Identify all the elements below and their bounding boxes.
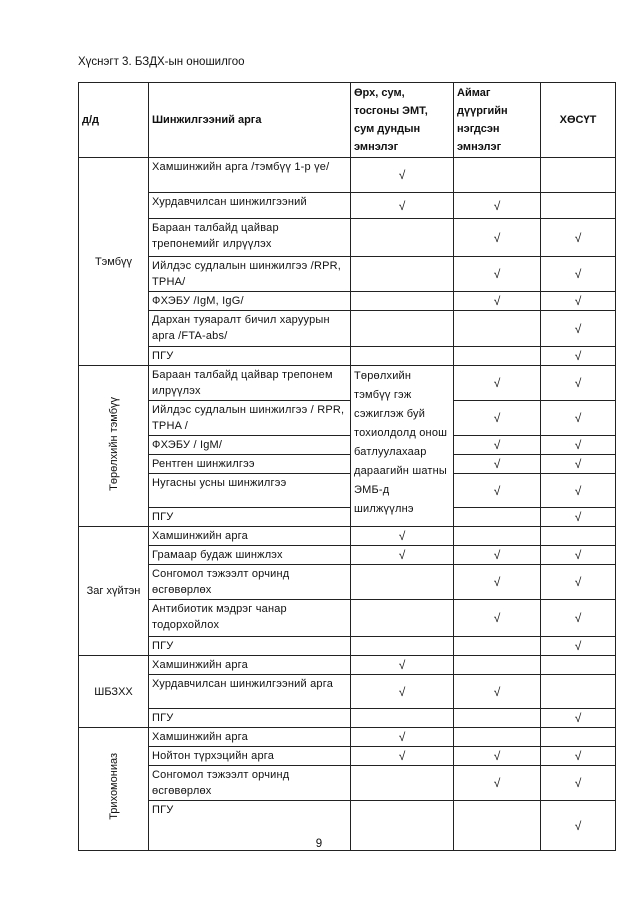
method-cell: Хурдавчилсан шинжилгээний <box>149 193 351 219</box>
check-mark: √ <box>351 675 454 709</box>
check-mark: √ <box>351 193 454 219</box>
method-cell: Сонгомол тэжээлт орчинд өсгөвөрлөх <box>149 766 351 801</box>
check-mark: √ <box>541 455 616 474</box>
check-mark: √ <box>541 709 616 728</box>
disease-syphilis: Тэмбүү <box>79 158 149 366</box>
method-cell: ФХЭБУ /IgM, IgG/ <box>149 292 351 311</box>
header-soum-level: Өрх, сум, тосгоны ЭМТ, сум дундын эмнэлэг <box>351 83 454 158</box>
disease-shbzhh: ШБЗХХ <box>79 656 149 728</box>
check-mark: √ <box>351 656 454 675</box>
disease-trichomoniasis <box>79 728 149 851</box>
check-mark: √ <box>454 193 541 219</box>
table-row <box>79 436 616 455</box>
method-cell: ФХЭБУ / IgM/ <box>149 436 351 455</box>
method-cell: Хамшинжийн арга <box>149 527 351 546</box>
check-mark: √ <box>454 747 541 766</box>
check-mark: √ <box>541 766 616 801</box>
check-mark: √ <box>454 675 541 709</box>
check-mark: √ <box>541 366 616 401</box>
check-mark: √ <box>454 455 541 474</box>
method-cell: ПГУ <box>149 508 351 527</box>
check-mark: √ <box>541 219 616 257</box>
check-mark: √ <box>541 436 616 455</box>
check-mark: √ <box>351 158 454 193</box>
table-row <box>79 455 616 474</box>
method-cell: Хамшинжийн арга /тэмбүү 1-р үе/ <box>149 158 351 193</box>
table-row <box>79 158 616 193</box>
table-row <box>79 675 616 709</box>
method-cell: Рентген шинжилгээ <box>149 455 351 474</box>
table-row <box>79 656 616 675</box>
check-mark: √ <box>541 546 616 565</box>
method-cell: Хамшинжийн арга <box>149 656 351 675</box>
disease-label: Трихомониаз <box>107 753 120 820</box>
check-mark: √ <box>351 546 454 565</box>
table-row <box>79 637 616 656</box>
table-row <box>79 508 616 527</box>
check-mark: √ <box>541 474 616 508</box>
method-cell: Сонгомол тэжээлт орчинд өсгөвөрлөх <box>149 565 351 600</box>
check-mark: √ <box>454 766 541 801</box>
page-number: 9 <box>315 838 323 850</box>
method-cell: Ийлдэс судлалын шинжилгээ /RPR, TPHA/ <box>149 257 351 292</box>
check-mark: √ <box>541 257 616 292</box>
check-mark: √ <box>454 474 541 508</box>
disease-congenital-syphilis <box>79 366 149 527</box>
check-mark: √ <box>541 565 616 600</box>
table-row <box>79 401 616 436</box>
table-row <box>79 565 616 600</box>
method-cell: Бараан талбайд цайвар трепонем илрүүлэх <box>149 366 351 401</box>
disease-gonorrhea: Заг хүйтэн <box>79 527 149 656</box>
table-row <box>79 257 616 292</box>
method-cell: Дархан туяаралт бичил харуурын арга /FTA-abs/ <box>149 311 351 347</box>
check-mark: √ <box>541 747 616 766</box>
check-mark: √ <box>454 366 541 401</box>
check-mark: √ <box>454 436 541 455</box>
table-row <box>79 366 616 401</box>
check-mark: √ <box>454 565 541 600</box>
table-row <box>79 747 616 766</box>
check-mark: √ <box>541 637 616 656</box>
table-caption: Хүснэгт 3. БЗДХ-ын оношилгоо <box>78 56 245 68</box>
method-cell: Нойтон түрхэцийн арга <box>149 747 351 766</box>
referral-note: Төрөлхийн тэмбүү гэж сэжиглэж буй тохиолдолд онош батлуулахаар дараагийн шатны ЭМБ-д шилжүүлнэ <box>351 366 454 527</box>
table-row <box>79 347 616 366</box>
table-row <box>79 219 616 257</box>
check-mark: √ <box>541 600 616 637</box>
check-mark: √ <box>541 508 616 527</box>
method-cell: Нугасны усны шинжилгээ <box>149 474 351 508</box>
check-mark: √ <box>351 728 454 747</box>
header-method: Шинжилгээний арга <box>149 83 351 158</box>
method-cell: Хурдавчилсан шинжилгээний арга <box>149 675 351 709</box>
check-mark: √ <box>351 747 454 766</box>
check-mark: √ <box>541 347 616 366</box>
table-row <box>79 766 616 801</box>
table-row <box>79 474 616 508</box>
disease-label: Төрөлхийн тэмбүү <box>107 396 120 491</box>
method-cell: ПГУ <box>149 637 351 656</box>
method-cell: Грамаар будаж шинжлэх <box>149 546 351 565</box>
table-row <box>79 709 616 728</box>
check-mark: √ <box>454 292 541 311</box>
method-cell: Бараан талбайд цайвар трепонемийг илрүүлэх <box>149 219 351 257</box>
table-row <box>79 546 616 565</box>
table-row <box>79 292 616 311</box>
header-national-center: ХӨСҮТ <box>541 83 616 158</box>
header-number: д/д <box>79 83 149 158</box>
check-mark: √ <box>541 401 616 436</box>
table-header-row <box>79 83 616 158</box>
check-mark: √ <box>454 219 541 257</box>
header-aimag-level: Аймаг дүүргийн нэгдсэн эмнэлэг <box>454 83 541 158</box>
table-row <box>79 311 616 347</box>
method-cell: ПГУ <box>149 801 351 851</box>
method-cell: ПГУ <box>149 709 351 728</box>
check-mark: √ <box>541 292 616 311</box>
table-row <box>79 193 616 219</box>
table-row <box>79 728 616 747</box>
method-cell: Антибиотик мэдрэг чанар тодорхойлох <box>149 600 351 637</box>
diagnostics-table <box>78 82 616 851</box>
check-mark: √ <box>351 527 454 546</box>
check-mark: √ <box>454 600 541 637</box>
method-cell: Ийлдэс судлалын шинжилгээ / RPR, TPHA / <box>149 401 351 436</box>
check-mark: √ <box>454 257 541 292</box>
check-mark: √ <box>454 546 541 565</box>
check-mark: √ <box>541 311 616 347</box>
check-mark: √ <box>454 401 541 436</box>
method-cell: Хамшинжийн арга <box>149 728 351 747</box>
table-row <box>79 600 616 637</box>
table-row <box>79 527 616 546</box>
check-mark: √ <box>541 801 616 851</box>
method-cell: ПГУ <box>149 347 351 366</box>
